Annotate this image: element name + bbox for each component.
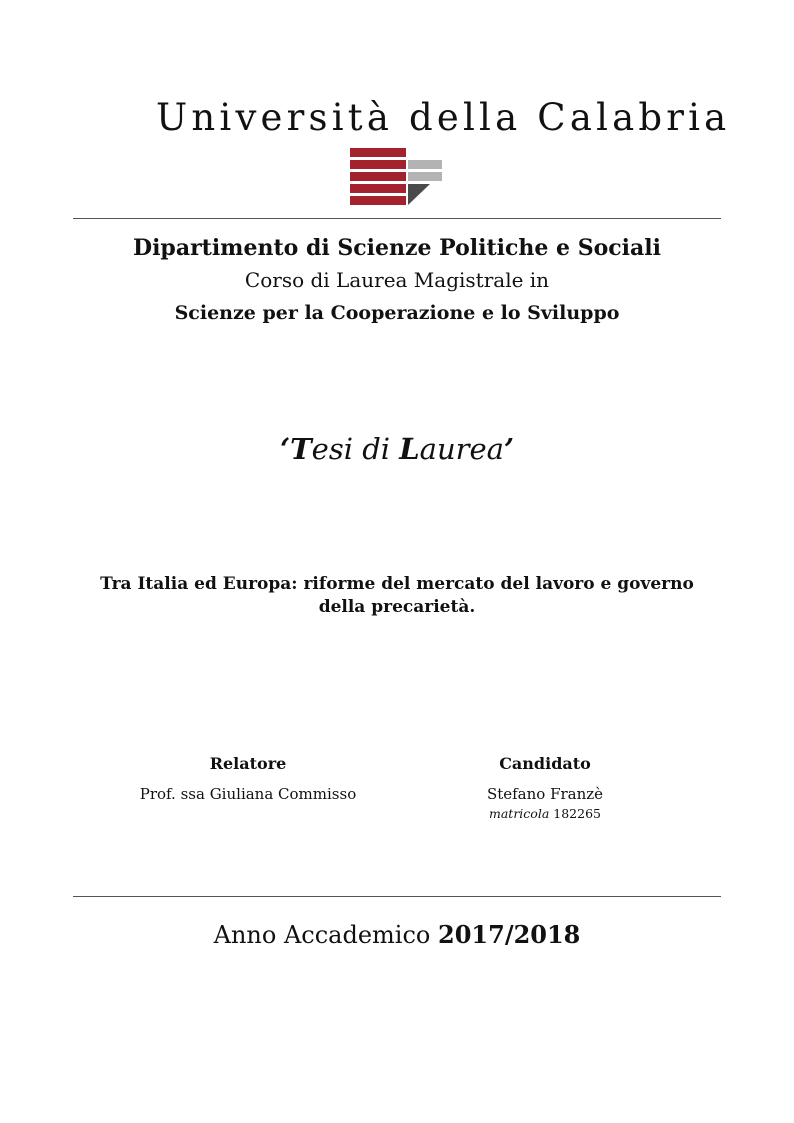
- thesis-label: [0, 432, 794, 466]
- thesis-title-line-1: Tra Italia ed Europa: riforme del mercato del lavoro e governo: [100, 574, 694, 594]
- logo-bar-4: [350, 184, 406, 193]
- academic-year: [0, 920, 794, 949]
- thesis-title-line-2: della precarietà.: [318, 597, 476, 617]
- candidate-id-value: 182265: [553, 806, 601, 821]
- university-logo: [350, 148, 444, 208]
- program-name: Scienze per la Cooperazione e lo Sviluppo: [174, 302, 620, 324]
- department-name: Dipartimento di Scienze Politiche e Sociali: [133, 235, 661, 261]
- candidate-id-label: matricola: [489, 806, 550, 821]
- thesis-label-initial-t: T: [290, 432, 312, 466]
- course-label: Corso di Laurea Magistrale in: [244, 268, 550, 292]
- supervisor-block: [98, 754, 398, 804]
- supervisor-heading: Relatore: [209, 754, 287, 773]
- thesis-label-part2: aurea: [419, 432, 504, 466]
- academic-year-label: Anno Accademico: [213, 921, 431, 949]
- thesis-title: [80, 573, 714, 619]
- bottom-divider: [73, 896, 721, 897]
- logo-bar-3: [350, 172, 406, 181]
- logo-bar-5: [350, 196, 406, 205]
- logo-bar-1: [350, 148, 406, 157]
- thesis-label-part1: esi di: [311, 432, 400, 466]
- thesis-label-initial-l: L: [399, 432, 420, 466]
- candidate-name: Stefano Franzè: [486, 785, 604, 803]
- thesis-label-close-quote: ’: [503, 432, 515, 466]
- thesis-label-open-quote: ‘: [279, 432, 291, 466]
- logo-gray-bar-1: [408, 160, 442, 169]
- top-divider: [73, 218, 721, 219]
- candidate-id: [395, 806, 695, 822]
- logo-bar-2: [350, 160, 406, 169]
- candidate-block: [395, 754, 695, 822]
- logo-dark-triangle: [408, 184, 430, 205]
- candidate-heading: Candidato: [499, 754, 591, 773]
- academic-year-value: 2017/2018: [438, 920, 581, 949]
- university-name: Università della Calabria: [156, 96, 731, 139]
- logo-gray-bar-2: [408, 172, 442, 181]
- supervisor-name: Prof. ssa Giuliana Commisso: [139, 785, 357, 803]
